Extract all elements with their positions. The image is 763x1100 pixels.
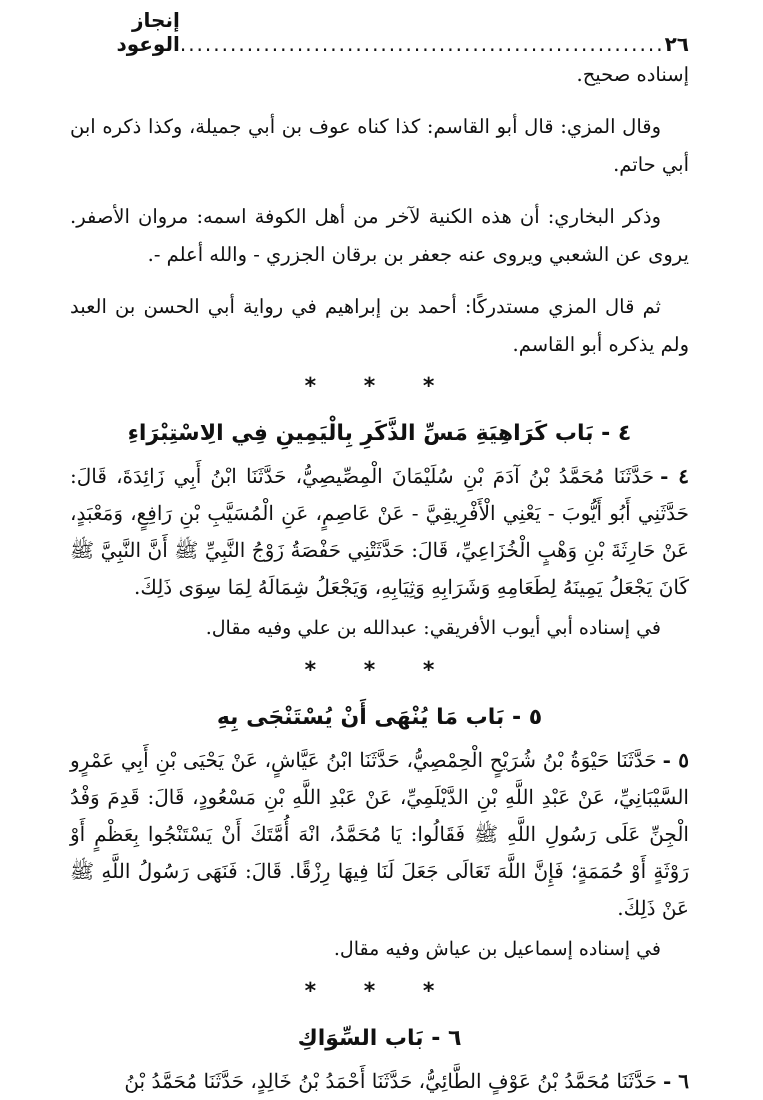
book-title: إنجاز الوعود bbox=[116, 8, 180, 56]
intro-paragraph: وقال المزي: قال أبو القاسم: كذا كناه عوف بن أبي جميلة، وكذا ذكره ابن أبي حاتم. bbox=[70, 115, 689, 176]
chapter-heading: ٤ - بَاب كَرَاهِيَةِ مَسِّ الذَّكَرِ بِالْيَمِينِ فِي الِاسْتِبْرَاءِ bbox=[127, 421, 632, 446]
hadith-note: في إسناده إسماعيل بن عياش وفيه مقال. bbox=[333, 938, 661, 960]
intro-paragraph: إسناده صحيح. bbox=[576, 63, 689, 86]
hadith-text bbox=[70, 1063, 689, 1100]
header-left-group bbox=[665, 32, 689, 56]
hadith-text bbox=[70, 458, 689, 606]
hadith-text bbox=[70, 742, 689, 927]
section-divider: * * * bbox=[304, 374, 455, 399]
intro-paragraph: ثم قال المزي مستدركًا: أحمد بن إبراهيم في رواية أبي الحسن بن العبد ولم يذكره أبو القاسم. bbox=[70, 295, 689, 356]
hadith-number: ٤ - bbox=[660, 464, 689, 488]
section-divider: * * * bbox=[304, 658, 455, 683]
hadith-number: ٦ - bbox=[662, 1069, 689, 1093]
chapter-heading: ٥ - بَاب مَا يُنْهَى أَنْ يُسْتَنْجَى بِهِ bbox=[216, 705, 543, 730]
page-header bbox=[70, 0, 689, 56]
intro-paragraph: وذكر البخاري: أن هذه الكنية لآخر من أهل الكوفة اسمه: مروان الأصفر. يروى عن الشعبي ويروى عنه جعفر بن برقان الجزري - والله أعلم -. bbox=[70, 205, 689, 266]
chapter-heading: ٦ - بَاب السِّوَاكِ bbox=[297, 1026, 462, 1051]
page-number: ٢٦ bbox=[664, 32, 689, 56]
hadith-note: في إسناده أبي أيوب الأفريقي: عبدالله بن علي وفيه مقال. bbox=[205, 617, 661, 639]
section-divider: * * * bbox=[304, 979, 455, 1004]
header-leader-dots: .......................................................... bbox=[179, 32, 665, 56]
hadith-body: حَدَّثَنَا مُحَمَّدُ بْنُ آدَمَ بْنِ سُلَيْمَانَ الْمِصِّيصِيُّ، حَدَّثَنَا ابْنُ أَبِي زَائِدَةَ، قَالَ: حَدَّثَنِي أَبُو أَيُّوبَ - يَعْنِي الْأَفْرِيقِيَّ - عَنْ عَاصِمٍ، عَنِ الْمُسَيَّبِ بْنِ رَافِعٍ، وَمَعْبَدٍ، عَنْ حَارِثَةَ بْنِ وَهْبٍ الْخُزَاعِيِّ، قَالَ: حَدَّثَتْنِي حَفْصَةُ زَوْجُ النَّبِيِّ ﷺ أَنَّ النَّبِيَّ ﷺ كَانَ يَجْعَلُ يَمِينَهُ لِطَعَامِهِ وَشَرَابِهِ وَثِيَابِهِ، وَيَجْعَلُ شِمَالَهُ لِمَا سِوَى ذَلِكَ. bbox=[70, 464, 690, 599]
intro-block bbox=[70, 56, 689, 364]
hadith-number: ٥ - bbox=[662, 748, 690, 772]
hadith-body: حَدَّثَنَا حَيْوَةُ بْنُ شُرَيْحٍ الْحِمْصِيُّ، حَدَّثَنَا ابْنُ عَيَّاشٍ، عَنْ يَحْيَى بْنِ أَبِي عَمْرٍو السَّيْبَانِيِّ، عَنْ عَبْدِ اللَّهِ بْنِ الدَّيْلَمِيِّ، عَنْ عَبْدِ اللَّهِ بْنِ مَسْعُودٍ، قَالَ: قَدِمَ وَفْدُ الْجِنِّ عَلَى رَسُولِ اللَّهِ ﷺ فَقَالُوا: يَا مُحَمَّدُ، انْهَ أُمَّتَكَ أَنْ يَسْتَنْجُوا بِعَظْمٍ أَوْ رَوْثَةٍ أَوْ حُمَمَةٍ؛ فَإِنَّ اللَّهَ تَعَالَى جَعَلَ لَنَا فِيهَا رِزْقًا. قَالَ: فَنَهَى رَسُولُ اللَّهِ ﷺ عَنْ ذَلِكَ. bbox=[70, 748, 689, 920]
hadith-body: حَدَّثَنَا مُحَمَّدُ بْنُ عَوْفٍ الطَّائِيُّ، حَدَّثَنَا أَحْمَدُ بْنُ خَالِدٍ، حَدَّثَنَا مُحَمَّدُ بْنُ bbox=[124, 1069, 657, 1093]
